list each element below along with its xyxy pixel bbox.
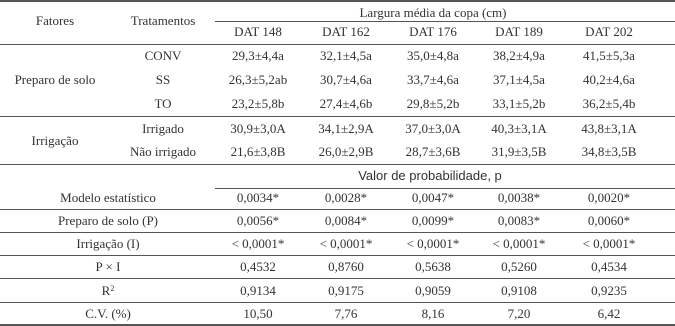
stat-value: 0,9108 bbox=[501, 283, 537, 298]
prob-header-rule bbox=[215, 188, 675, 189]
stat-value: 0,0084* bbox=[324, 213, 368, 228]
header-dat: DAT 148 bbox=[234, 24, 282, 39]
stat-rule bbox=[0, 278, 675, 279]
table-cell: 30,9±3,0A bbox=[230, 121, 286, 136]
stat-value: 0,4532 bbox=[240, 259, 276, 274]
table-cell: 29,8±5,2b bbox=[406, 96, 460, 111]
treatment-label: CONV bbox=[144, 48, 182, 63]
header-span-title: Largura média da copa (cm) bbox=[359, 5, 507, 20]
table-cell: 40,3±3,1A bbox=[491, 121, 547, 136]
table-cell: 26,3±5,2ab bbox=[228, 72, 288, 87]
prob-header: Valor de probabilidade, p bbox=[358, 168, 502, 183]
treatment-label: SS bbox=[155, 72, 171, 87]
stat-label-superscript: 2 bbox=[110, 284, 115, 293]
table-cell: 33,7±4,6a bbox=[407, 72, 459, 87]
table-cell: 33,1±5,2b bbox=[492, 96, 546, 111]
stat-value: < 0,0001* bbox=[582, 236, 636, 251]
header-fatores: Fatores bbox=[35, 13, 75, 28]
header-dat: DAT 189 bbox=[495, 24, 543, 39]
table-cell: 37,1±4,5a bbox=[493, 72, 545, 87]
stat-value: 7,76 bbox=[334, 306, 358, 321]
group-rule bbox=[0, 116, 675, 117]
table-cell: 29,3±4,4a bbox=[232, 48, 284, 63]
stat-rule bbox=[0, 232, 675, 233]
factor-label: Irrigação bbox=[31, 132, 79, 148]
stat-value: 0,0056* bbox=[236, 213, 280, 228]
stat-value: 0,0099* bbox=[411, 213, 455, 228]
table-cell: 38,2±4,9a bbox=[493, 48, 545, 63]
table-cell: 40,2±4,6a bbox=[583, 72, 635, 87]
stat-value: 0,9134 bbox=[240, 283, 276, 298]
stat-value: 0,0028* bbox=[324, 190, 368, 205]
table-cell: 35,0±4,8a bbox=[407, 48, 459, 63]
stat-label: P × I bbox=[95, 259, 121, 274]
stat-value: 7,20 bbox=[507, 306, 531, 321]
stat-value: 0,5638 bbox=[415, 259, 451, 274]
stat-rule bbox=[0, 209, 675, 210]
table-cell: 31,9±3,5B bbox=[491, 144, 547, 159]
table-cell: 28,7±3,6B bbox=[405, 144, 461, 159]
table-cell: 34,8±3,5B bbox=[581, 144, 637, 159]
header-bottom-rule bbox=[0, 44, 675, 45]
stat-value: 6,42 bbox=[597, 306, 621, 321]
table-cell: 36,2±5,4b bbox=[582, 96, 636, 111]
stat-value: 0,0020* bbox=[587, 190, 631, 205]
stat-rule bbox=[0, 302, 675, 303]
stat-value: 0,0060* bbox=[587, 213, 631, 228]
table-cell: 34,1±2,9A bbox=[318, 121, 374, 136]
header-dat: DAT 202 bbox=[585, 24, 633, 39]
stat-value: 0,4534 bbox=[591, 259, 627, 274]
header-dat: DAT 162 bbox=[322, 24, 370, 39]
table-cell: 27,4±4,6b bbox=[319, 96, 373, 111]
table-cell: 37,0±3,0A bbox=[405, 121, 461, 136]
treatment-label: Não irrigado bbox=[129, 144, 197, 159]
stat-value: 0,0034* bbox=[236, 190, 280, 205]
stat-label: $R^2$ bbox=[101, 283, 115, 298]
table-cell: 26,0±2,9B bbox=[318, 144, 374, 159]
stat-value: 0,5260 bbox=[501, 259, 537, 274]
table-cell: 32,1±4,5a bbox=[320, 48, 372, 63]
stat-value: 0,0038* bbox=[497, 190, 541, 205]
header-dat: DAT 176 bbox=[409, 24, 457, 39]
table-cell: 23,2±5,8b bbox=[231, 96, 285, 111]
stat-value: < 0,0001* bbox=[406, 236, 460, 251]
stat-value: 10,50 bbox=[243, 306, 273, 321]
treatment-label: TO bbox=[154, 96, 172, 111]
stat-value: 0,0083* bbox=[497, 213, 541, 228]
top-rule bbox=[0, 0, 675, 2]
stat-label: Modelo estatístico bbox=[60, 190, 156, 205]
stat-value: 8,16 bbox=[421, 306, 445, 321]
stat-rule bbox=[0, 255, 675, 256]
stat-value: 0,8760 bbox=[328, 259, 364, 274]
span-rule bbox=[215, 21, 675, 22]
table-cell: 41,5±5,3a bbox=[583, 48, 635, 63]
treatment-label: Irrigado bbox=[142, 121, 184, 136]
table-cell: 43,8±3,1A bbox=[581, 121, 637, 136]
table-cell: 21,6±3,8B bbox=[230, 144, 286, 159]
factor-label: Preparo de solo bbox=[14, 72, 96, 87]
stat-value: 0,9059 bbox=[415, 283, 451, 298]
stat-value: 0,0047* bbox=[411, 190, 455, 205]
stat-value: 0,9175 bbox=[328, 283, 364, 298]
stat-value: 0,9235 bbox=[591, 283, 627, 298]
stat-label: Preparo de solo (P) bbox=[57, 213, 159, 228]
group-rule bbox=[0, 164, 675, 165]
stat-label: C.V. (%) bbox=[85, 306, 131, 321]
header-tratamentos: Tratamentos bbox=[130, 13, 196, 28]
stat-value: < 0,0001* bbox=[492, 236, 546, 251]
stat-value: < 0,0001* bbox=[231, 236, 285, 251]
stat-value: < 0,0001* bbox=[319, 236, 373, 251]
table-cell: 30,7±4,6a bbox=[320, 72, 372, 87]
stat-label: Irrigação (I) bbox=[76, 236, 140, 251]
